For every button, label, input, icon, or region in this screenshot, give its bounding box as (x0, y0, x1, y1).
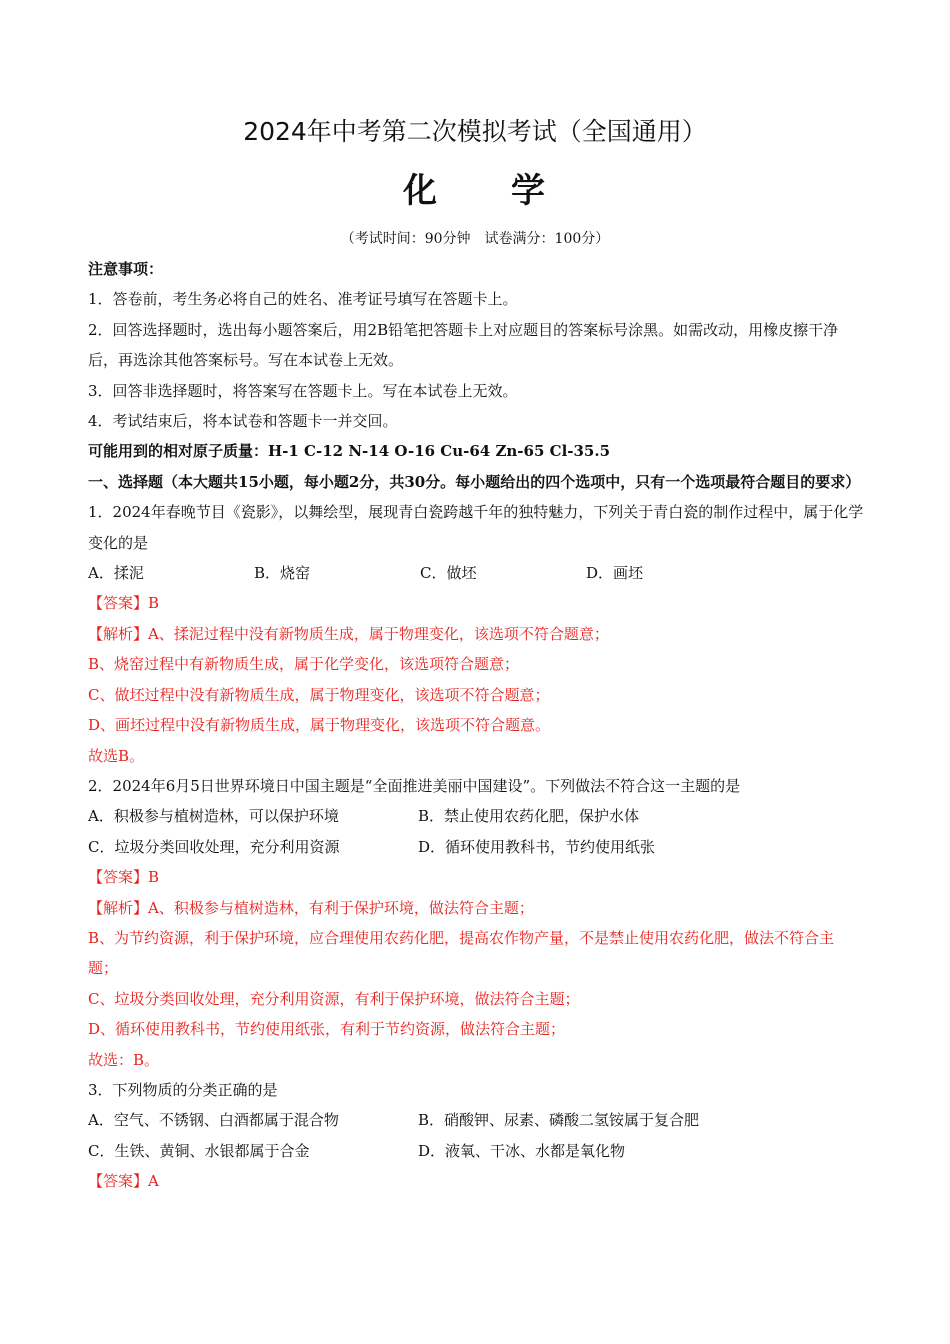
notice-item: 4．考试结束后，将本试卷和答题卡一并交回。 (88, 412, 398, 431)
question-2-options-row-2 (88, 832, 864, 862)
option-d: D．液氧、干冰、水都是氧化物 (418, 1141, 626, 1160)
section-heading: 一、选择题（本大题共15小题，每小题2分，共30分。每小题给出的四个选项中，只有一个选项最符合题目的要求） (88, 472, 861, 491)
option-b: B．禁止使用农药化肥，保护水体 (418, 807, 640, 826)
question-2-analysis: B、为节约资源，利于保护环境，应合理使用农药化肥，提高农作物产量，不是禁止使用农药化肥，做法不符合主题； (88, 928, 835, 978)
question-1-analysis: 【解析】A、揉泥过程中没有新物质生成，属于物理变化，该选项不符合题意； (88, 624, 609, 643)
option-c: C．生铁、黄铜、水银都属于合金 (88, 1141, 310, 1160)
question-2-analysis: 【解析】A、积极参与植树造林，有利于保护环境，做法符合主题； (88, 898, 534, 917)
option-a: A．空气、不锈钢、白酒都属于混合物 (88, 1111, 339, 1130)
option-a: A．揉泥 (88, 564, 144, 583)
question-1-analysis: C、做坯过程中没有新物质生成，属于物理变化，该选项不符合题意； (88, 685, 550, 704)
question-2-options-row-1 (88, 801, 864, 831)
question-1-options (88, 558, 864, 588)
atomic-masses: 可能用到的相对原子质量：H-1 C-12 N-14 O-16 Cu-64 Zn-65 Cl-35.5 (88, 442, 611, 461)
exam-content (88, 254, 864, 1197)
notice-item: 1．答卷前，考生务必将自己的姓名、准考证号填写在答题卡上。 (88, 290, 518, 309)
question-2-analysis: D、循环使用教科书，节约使用纸张，有利于节约资源，做法符合主题； (88, 1020, 566, 1039)
notice-heading: 注意事项： (88, 260, 164, 278)
question-2-analysis: C、垃圾分类回收处理，充分利用资源，有利于保护环境，做法符合主题； (88, 989, 580, 1008)
question-1-analysis: D、画坯过程中没有新物质生成，属于物理变化，该选项不符合题意。 (88, 716, 551, 735)
option-b: B．硝酸钾、尿素、磷酸二氢铵属于复合肥 (418, 1111, 700, 1130)
notice-item: 3．回答非选择题时，将答案写在答题卡上。写在本试卷上无效。 (88, 381, 518, 400)
question-2-answer: 【答案】B (88, 868, 160, 887)
question-1-analysis: B、烧窑过程中有新物质生成，属于化学变化，该选项符合题意； (88, 655, 520, 674)
option-c: C．垃圾分类回收处理，充分利用资源 (88, 837, 340, 856)
question-1-conclusion: 故选B。 (88, 746, 145, 765)
option-b: B．烧窑 (254, 564, 311, 583)
question-3-answer: 【答案】A (88, 1172, 159, 1191)
page-title: 2024年中考第二次模拟考试（全国通用） (243, 117, 707, 146)
question-3-options-row-2 (88, 1136, 864, 1166)
option-d: D．画坯 (586, 564, 644, 583)
question-3-stem: 3．下列物质的分类正确的是 (88, 1080, 278, 1099)
notice-item: 2．回答选择题时，选出每小题答案后，用2B铅笔把答题卡上对应题目的答案标号涂黑。如需改动，用橡皮擦干净后，再选涂其他答案标号。写在本试卷上无效。 (88, 320, 839, 370)
option-d: D．循环使用教科书，节约使用纸张 (418, 837, 656, 856)
question-3-options-row-1 (88, 1105, 864, 1135)
subject-title: 化 学 (403, 171, 547, 211)
question-2-conclusion: 故选：B。 (88, 1050, 160, 1069)
question-1-answer: 【答案】B (88, 594, 160, 613)
option-c: C．做坯 (420, 564, 477, 583)
exam-info: （考试时间：90分钟 试卷满分：100分） (340, 231, 610, 247)
question-1-stem: 1．2024年春晚节目《瓷影》，以舞绘型，展现青白瓷跨越千年的独特魅力，下列关于青白瓷的制作过程中，属于化学变化的是 (88, 503, 864, 552)
question-2-stem: 2．2024年6月5日世界环境日中国主题是“全面推进美丽中国建设”。下列做法不符合这一主题的是 (88, 776, 741, 795)
option-a: A．积极参与植树造林，可以保护环境 (88, 807, 339, 826)
